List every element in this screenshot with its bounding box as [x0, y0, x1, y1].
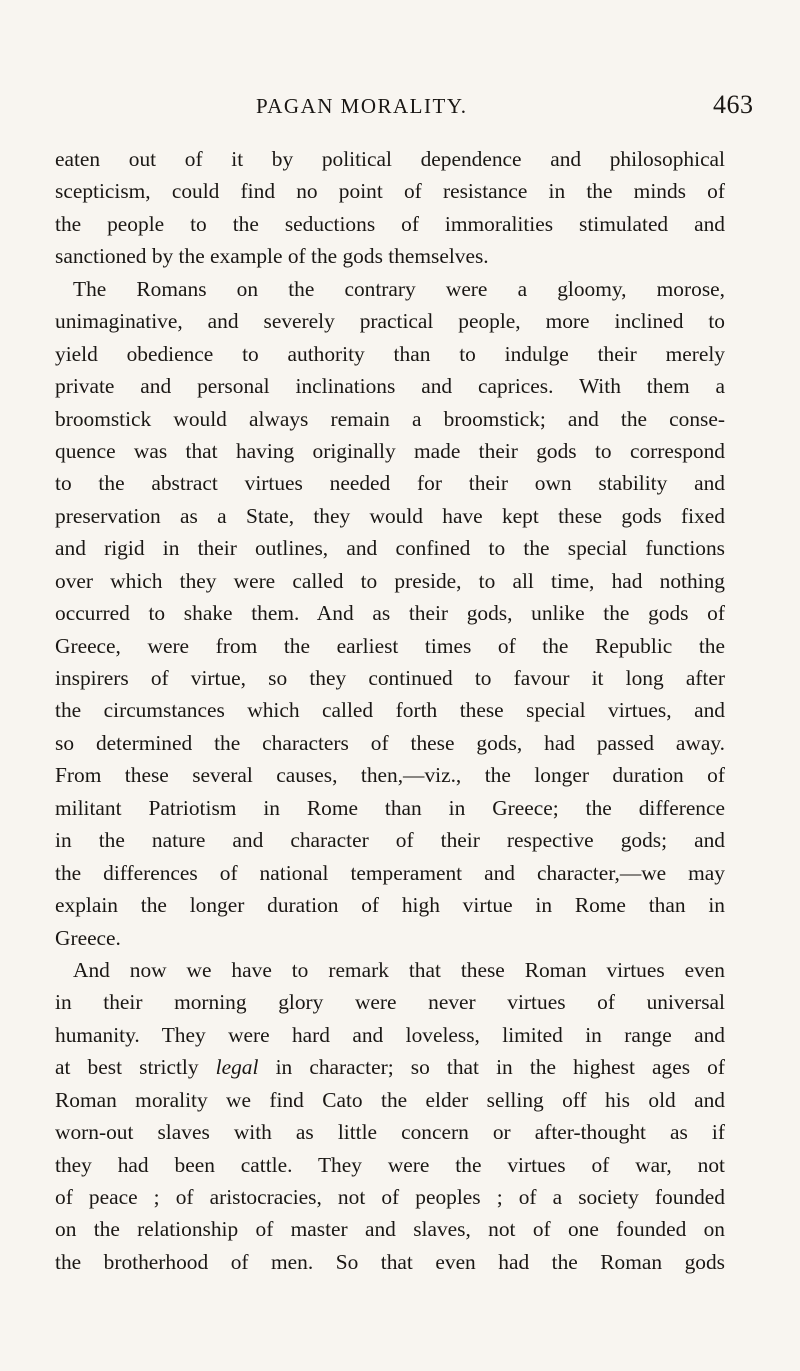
text-line: in their morning glory were never virtues of universal — [55, 990, 725, 1015]
text-line: The Romans on the contrary were a gloomy, morose, — [73, 276, 725, 301]
text-line: the differences of national temperament and character,—we may — [55, 860, 725, 885]
text-line: eaten out of it by political dependence and philosophical — [55, 147, 725, 171]
text-line: Greece, were from the earliest times of the Republic the — [55, 633, 725, 658]
text-line: over which they were called to preside, to all time, had nothing — [55, 568, 725, 593]
text-line — [55, 1051, 725, 1083]
text-line: Roman morality we find Cato the elder selling off his old and — [55, 1087, 725, 1112]
text-line: worn-out slaves with as little concern or after-thought as if — [55, 1120, 725, 1145]
italic-word: legal — [215, 1055, 259, 1080]
text-line: unimaginative, and severely practical people, more inclined to — [55, 309, 725, 334]
text-line: to the abstract virtues needed for their own stability and — [55, 471, 725, 496]
running-head — [256, 90, 754, 119]
text-line: And now we have to remark that these Roman virtues even — [73, 957, 725, 982]
text-line: the brotherhood of men. So that even had the Roman gods — [55, 1249, 725, 1274]
page-number: 463 — [713, 90, 754, 119]
text-line: militant Patriotism in Rome than in Greece; the difference — [55, 795, 725, 820]
body-text — [55, 143, 725, 1278]
text-line: the circumstances which called forth these special virtues, and — [55, 698, 725, 723]
text-line: broomstick would always remain a broomstick; and the conse- — [55, 406, 725, 431]
text-line: they had been cattle. They were the virtues of war, not — [55, 1152, 725, 1177]
text-line: so determined the characters of these gods, had passed away. — [55, 730, 725, 755]
text-line: inspirers of virtue, so they continued to favour it long after — [55, 666, 725, 690]
text-line: sanctioned by the example of the gods themselves. — [55, 244, 489, 269]
running-head-title: PAGAN MORALITY. — [256, 94, 468, 118]
text-line: scepticism, could find no point of resistance in the minds of — [55, 179, 725, 204]
text-line: From these several causes, then,—viz., the longer duration of — [55, 763, 725, 788]
text-line: Greece. — [55, 925, 121, 950]
text-line: occurred to shake them. And as their gods, unlike the gods of — [55, 601, 725, 626]
text-line: yield obedience to authority than to indulge their merely — [55, 341, 725, 366]
text-line: preservation as a State, they would have kept these gods fixed — [55, 503, 725, 528]
text-line: explain the longer duration of high virtue in Rome than in — [55, 893, 725, 918]
text-line: on the relationship of master and slaves, not of one founded on — [55, 1217, 725, 1242]
text-line: humanity. They were hard and loveless, limited in range and — [55, 1022, 725, 1047]
text-segment: at best strictly — [55, 1055, 216, 1080]
text-line: quence was that having originally made their gods to correspond — [55, 438, 725, 463]
text-line: of peace ; of aristocracies, not of peoples ; of a society founded — [55, 1185, 725, 1209]
text-segment: in character; so that in the highest ages of — [258, 1055, 725, 1080]
text-line: private and personal inclinations and caprices. With them a — [55, 374, 725, 399]
text-line: the people to the seductions of immoralities stimulated and — [55, 211, 725, 236]
text-line: and rigid in their outlines, and confined to the special functions — [55, 536, 725, 561]
text-line: in the nature and character of their respective gods; and — [55, 828, 725, 853]
